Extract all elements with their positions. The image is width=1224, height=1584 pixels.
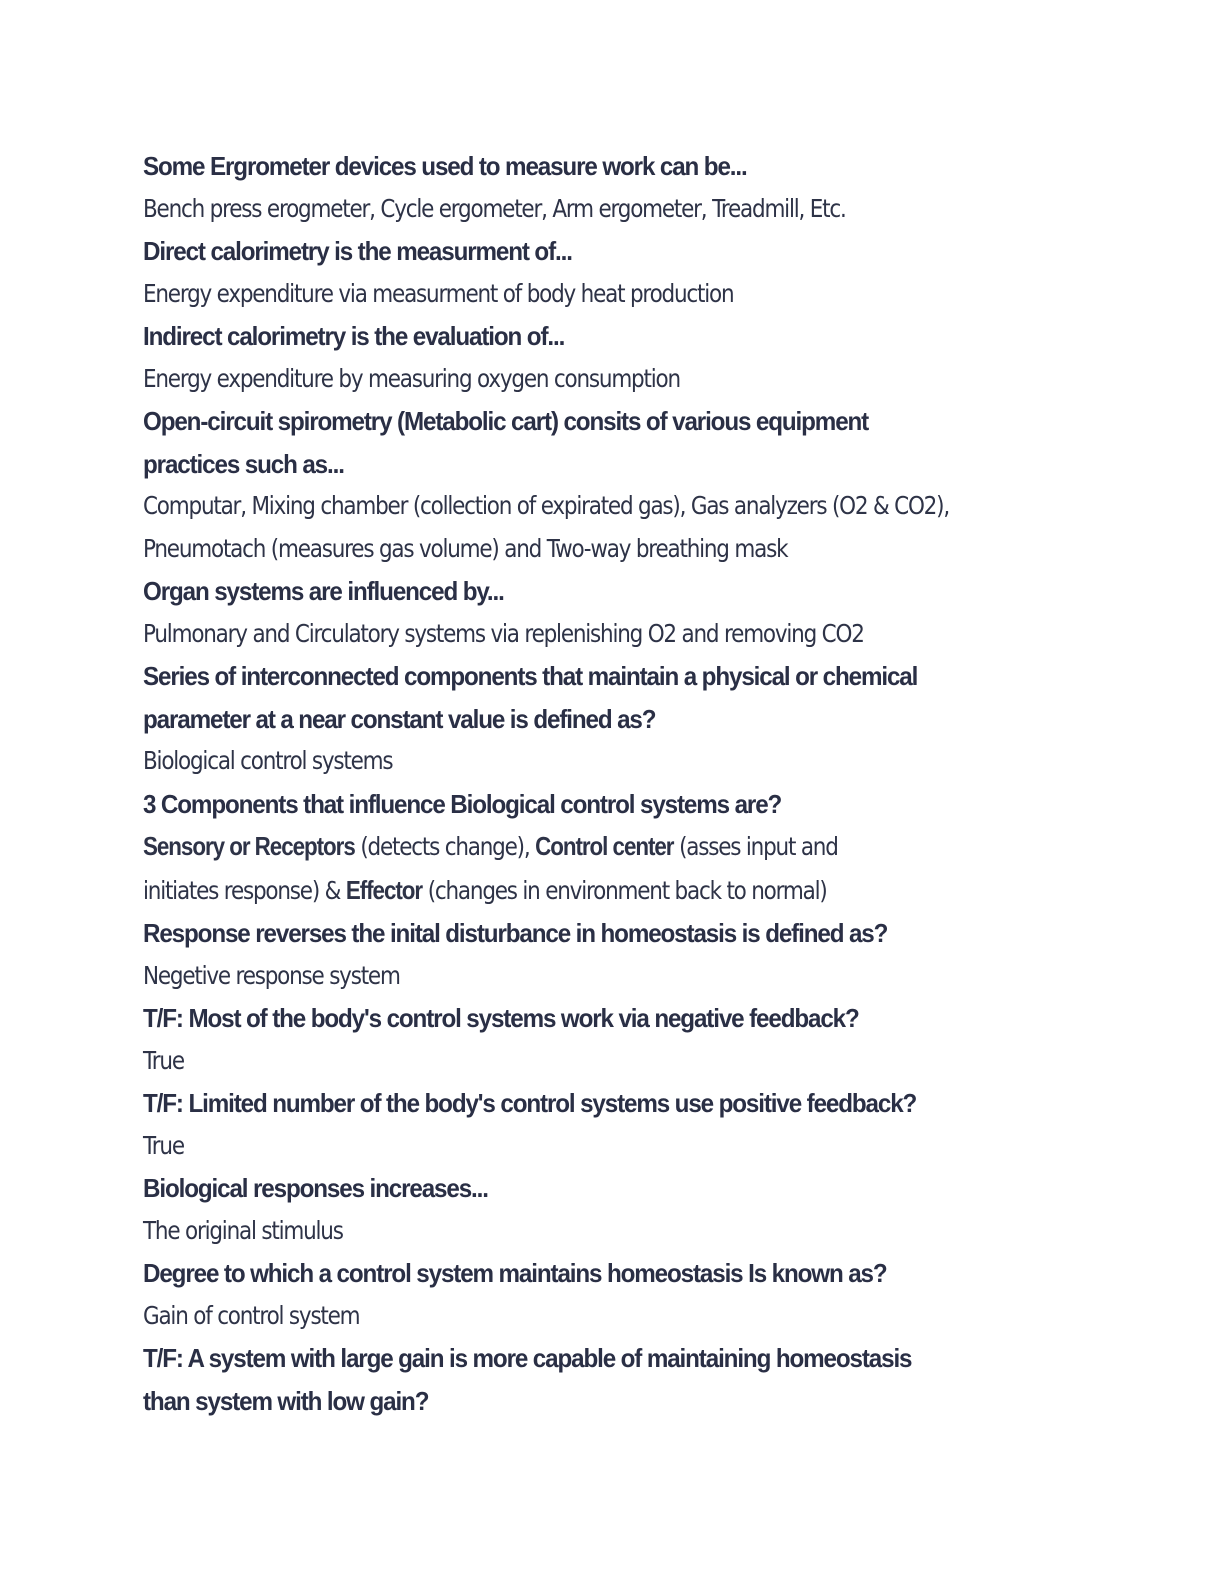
answer-7-line-2: [143, 869, 951, 913]
question-10: T/F: Limited number of the body's control systems use positive feedback?: [143, 1088, 917, 1118]
question-5: Organ systems are influenced by...: [143, 576, 504, 606]
term-effector-desc: (changes in environment back to normal): [422, 875, 827, 905]
term-effector: Effector: [345, 874, 423, 905]
answer-3: Energy expenditure by measuring oxygen consumption: [143, 363, 680, 393]
question-2: Direct calorimetry is the measurment of...: [143, 236, 572, 266]
question-9: T/F: Most of the body's control systems work via negative feedback?: [143, 1003, 859, 1033]
question-6-line-2: parameter at a near constant value is defined as?: [143, 703, 656, 734]
answer-11: The original stimulus: [143, 1215, 343, 1245]
question-13-line-2: than system with low gain?: [143, 1385, 429, 1416]
answer-6: Biological control systems: [143, 746, 393, 775]
term-control-desc: (asses input and: [673, 832, 838, 861]
answer-8: Negetive response system: [143, 960, 400, 990]
answer-4-line-2: Pneumotach (measures gas volume) and Two-way breathing mask: [143, 533, 788, 563]
question-1: Some Ergrometer devices used to measure work can be...: [143, 151, 747, 181]
answer-9: True: [143, 1045, 184, 1075]
question-4-line-2: practices such as...: [143, 448, 344, 479]
term-sensory-desc: (detects change),: [354, 832, 536, 861]
answer-5: Pulmonary and Circulatory systems via replenishing O2 and removing CO2: [143, 618, 864, 648]
answer-2: Energy expenditure via measurment of body heat production: [143, 278, 734, 308]
question-4-line-1: Open-circuit spirometry (Metabolic cart) consits of various equipment: [143, 406, 869, 436]
answer-10: True: [143, 1130, 184, 1160]
question-11: Biological responses increases...: [143, 1173, 488, 1203]
question-8: Response reverses the inital disturbance in homeostasis is defined as?: [143, 918, 888, 948]
answer-1: Bench press erogmeter, Cycle ergometer, Arm ergometer, Treadmill, Etc.: [143, 193, 846, 223]
flashcard-page: [143, 145, 1083, 1422]
answer-7-line-1: [143, 825, 951, 869]
question-7: 3 Components that influence Biological control systems are?: [143, 788, 782, 819]
term-control-center: Control center: [535, 831, 674, 861]
answer-12: Gain of control system: [143, 1300, 360, 1330]
term-line2-prefix: initiates response) &: [143, 875, 346, 905]
term-sensory: Sensory or Receptors: [143, 831, 355, 861]
question-6-line-1: Series of interconnected components that maintain a physical or chemical: [143, 661, 918, 691]
answer-4-line-1: Computar, Mixing chamber (collection of expirated gas), Gas analyzers (O2 & CO2),: [143, 491, 949, 520]
question-3: Indirect calorimetry is the evaluation of...: [143, 321, 565, 351]
question-12: Degree to which a control system maintains homeostasis Is known as?: [143, 1258, 887, 1288]
question-13-line-1: T/F: A system with large gain is more capable of maintaining homeostasis: [143, 1343, 912, 1373]
